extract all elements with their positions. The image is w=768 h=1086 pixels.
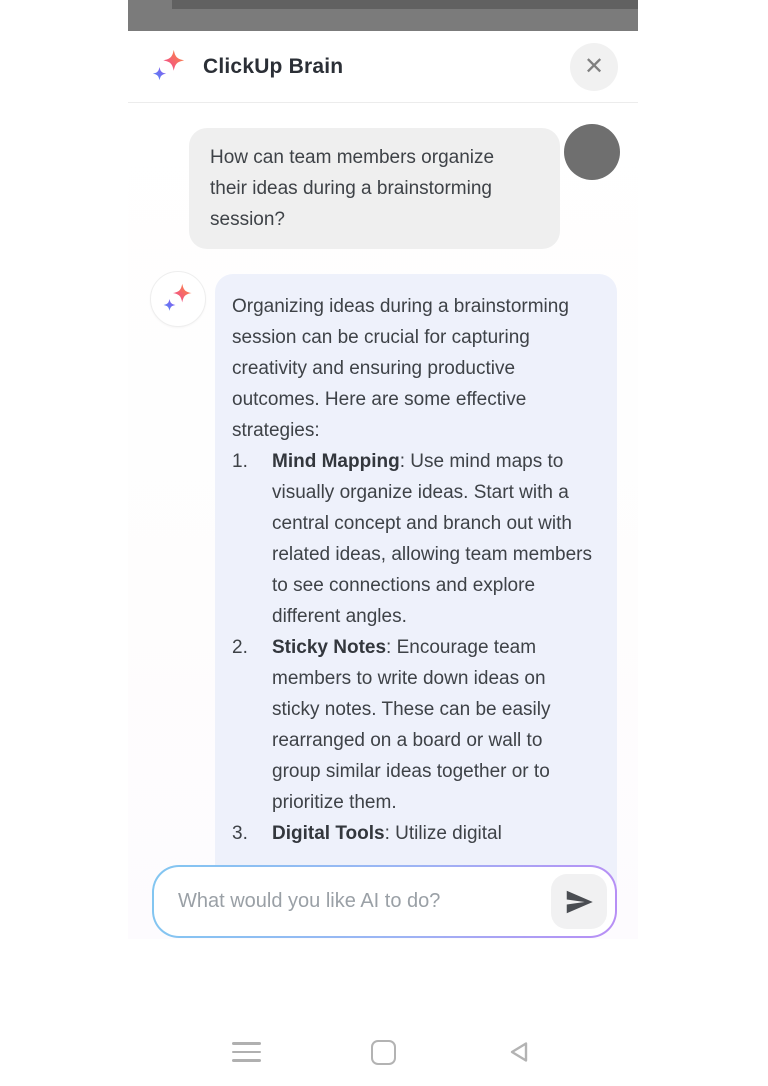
ai-input-inner [154,867,615,936]
nav-home-button[interactable] [366,1035,400,1069]
ai-message-bubble [215,274,617,920]
user-message-row [128,128,620,249]
nav-back-button[interactable] [503,1035,537,1069]
close-icon: ✕ [583,52,605,80]
list-item-title: Digital Tools [272,823,385,844]
home-square-icon [371,1040,396,1065]
sheet-header [128,31,638,103]
ai-input-bar [152,865,617,938]
ai-message-intro: Organizing ideas during a brainstorming session can be crucial for capturing creativity and ensuring productive outcomes. Here are some effective strategies: [232,296,569,441]
send-button[interactable] [551,874,607,929]
android-nav-bar [128,1032,638,1072]
user-avatar [564,124,620,180]
list-item-text: : Use mind maps to visually organize ideas. Start with a central concept and branch out with related ideas, allowing team members to see connections and explore different angles. [272,451,592,627]
list-item-body [272,632,593,818]
sparkles-icon [150,48,188,86]
list-item [232,818,593,849]
phone-screen [128,0,638,1086]
page-title: ClickUp Brain [203,54,344,78]
list-item-number: 3. [232,823,248,844]
sparkles-icon [161,282,195,316]
back-triangle-icon [507,1039,533,1065]
send-paper-plane-icon [564,887,594,917]
ai-prompt-input[interactable] [178,890,551,913]
list-item-body [272,446,593,632]
list-item-body [272,818,593,849]
menu-lines-icon [232,1042,261,1062]
user-message-bubble: How can team members organize their ideas during a brainstorming session? [189,128,560,249]
clickup-brain-sheet [128,31,638,1086]
ai-strategies-list [232,446,593,849]
list-item [232,632,593,818]
list-item-number: 2. [232,637,248,658]
list-item-number: 1. [232,451,248,472]
list-item-title: Sticky Notes [272,637,387,658]
list-item-text: : Encourage team members to write down ideas on sticky notes. These can be easily rearranged on a board or wall to group similar ideas together or to prioritize them. [272,637,551,813]
dimmed-background[interactable] [128,0,638,31]
chat-scroll-area[interactable] [128,103,638,939]
list-item [232,446,593,632]
dimmed-statusbar [172,0,638,9]
list-item-title: Mind Mapping [272,451,400,472]
ai-message-row [150,271,638,920]
ai-avatar [150,271,206,327]
list-item-text: : Utilize digital [384,823,502,844]
nav-menu-button[interactable] [229,1035,263,1069]
close-button[interactable] [570,43,618,91]
